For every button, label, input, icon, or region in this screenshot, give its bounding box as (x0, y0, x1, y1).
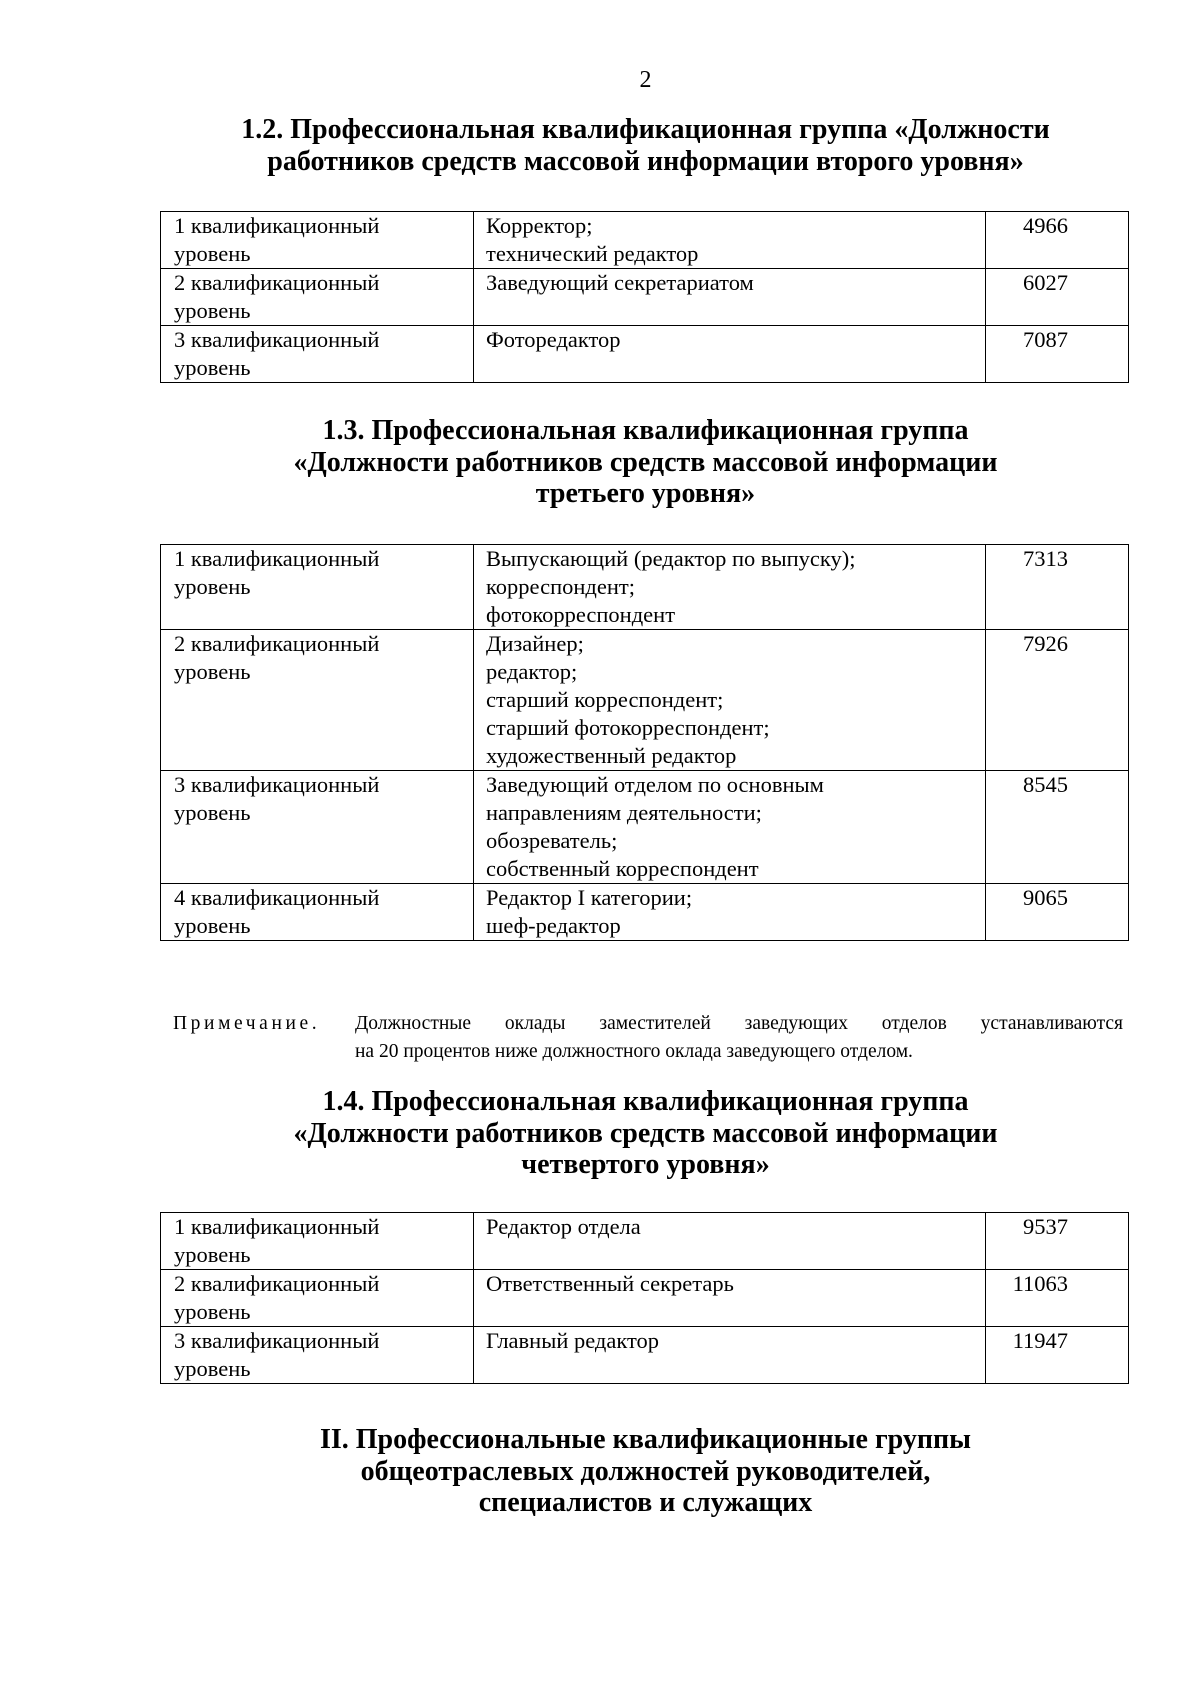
position-line: Редактор I категории; (486, 885, 693, 910)
table-section-1-2 (160, 211, 1129, 383)
level-line: уровень (174, 355, 251, 380)
position-line: Заведующий отделом по основным (486, 772, 824, 797)
salary-cell (986, 1270, 1129, 1327)
positions-cell (474, 1213, 986, 1270)
table-row (161, 1270, 1129, 1327)
table-row (161, 1213, 1129, 1270)
level-line: 3 квалификационный (174, 327, 380, 352)
positions-cell (474, 1327, 986, 1384)
salary-cell (986, 884, 1129, 941)
salary-value: 7313 (1023, 546, 1068, 571)
position-line: Редактор отдела (486, 1214, 641, 1239)
note-label: Примечание. (173, 1013, 321, 1034)
position-line: направлениям деятельности; (486, 800, 762, 825)
table-row (161, 1327, 1129, 1384)
salary-cell (986, 630, 1129, 771)
position-line: технический редактор (486, 241, 699, 266)
positions-cell (474, 212, 986, 269)
salary-cell (986, 771, 1129, 884)
table-section-1-4 (160, 1212, 1129, 1384)
table-row (161, 630, 1129, 771)
position-line: фотокорреспондент (486, 602, 676, 627)
table-row (161, 269, 1129, 326)
section-heading-1-2 (0, 114, 1200, 177)
salary-cell (986, 545, 1129, 630)
table-section-1-3 (160, 544, 1129, 941)
level-line: 4 квалификационный (174, 885, 380, 910)
level-cell (161, 1213, 474, 1270)
positions-cell (474, 884, 986, 941)
position-line: Корректор; (486, 213, 593, 238)
level-line: уровень (174, 1356, 251, 1381)
level-line: 1 квалификационный (174, 213, 380, 238)
table-row (161, 326, 1129, 383)
section-heading-1-4 (0, 1086, 1200, 1181)
level-cell (161, 545, 474, 630)
position-line: корреспондент; (486, 574, 635, 599)
position-line: собственный корреспондент (486, 856, 759, 881)
position-line: Заведующий секретариатом (486, 270, 754, 295)
level-line: уровень (174, 913, 251, 938)
level-line: уровень (174, 1299, 251, 1324)
level-cell (161, 212, 474, 269)
salary-value: 4966 (1023, 213, 1068, 238)
salary-value: 6027 (1023, 270, 1068, 295)
level-line: 1 квалификационный (174, 1214, 380, 1239)
level-line: уровень (174, 298, 251, 323)
table-row (161, 771, 1129, 884)
heading-line: «Должности работников средств массовой информации (293, 1117, 998, 1149)
level-line: 2 квалификационный (174, 631, 380, 656)
salary-cell (986, 326, 1129, 383)
section-heading-1-3 (0, 415, 1200, 510)
heading-line: II. Профессиональные квалификационные группы (319, 1424, 971, 1455)
salary-value: 7926 (1023, 631, 1068, 656)
position-line: редактор; (486, 659, 578, 684)
salary-value: 11063 (1012, 1271, 1068, 1296)
heading-line: 1.3. Профессиональная квалификационная группа (322, 415, 969, 446)
positions-cell (474, 1270, 986, 1327)
page-number: 2 (639, 67, 652, 93)
level-line: 3 квалификационный (174, 772, 380, 797)
level-cell (161, 771, 474, 884)
level-line: уровень (174, 1242, 251, 1267)
level-cell (161, 630, 474, 771)
level-line: уровень (174, 800, 251, 825)
table-row (161, 884, 1129, 941)
heading-line: 1.4. Профессиональная квалификационная группа (322, 1086, 969, 1117)
level-line: 2 квалификационный (174, 270, 380, 295)
level-cell (161, 269, 474, 326)
salary-cell (986, 1213, 1129, 1270)
table-row (161, 212, 1129, 269)
salary-value: 11947 (1012, 1328, 1068, 1353)
positions-cell (474, 269, 986, 326)
salary-cell (986, 1327, 1129, 1384)
level-cell (161, 326, 474, 383)
position-line: обозреватель; (486, 828, 618, 853)
position-line: Главный редактор (486, 1328, 660, 1353)
level-cell (161, 1270, 474, 1327)
heading-line: работников средств массовой информации второго уровня» (267, 145, 1024, 177)
positions-cell (474, 630, 986, 771)
salary-value: 9065 (1023, 885, 1068, 910)
positions-cell (474, 771, 986, 884)
salary-value: 8545 (1023, 772, 1068, 797)
position-line: Выпускающий (редактор по выпуску); (486, 546, 856, 571)
heading-line: специалистов и служащих (478, 1487, 813, 1518)
heading-line: «Должности работников средств массовой информации (293, 446, 998, 478)
note-line: Должностные оклады заместителей заведующих отделов устанавливаются (355, 1013, 1123, 1034)
heading-line: четвертого уровня» (521, 1149, 770, 1180)
heading-line: общеотраслевых должностей руководителей, (360, 1455, 931, 1487)
salary-value: 7087 (1023, 327, 1068, 352)
level-line: 3 квалификационный (174, 1328, 380, 1353)
salary-cell (986, 212, 1129, 269)
heading-line: 1.2. Профессиональная квалификационная группа «Должности (241, 114, 1050, 145)
note-text (355, 1010, 1123, 1066)
position-line: художественный редактор (486, 743, 737, 768)
level-line: уровень (174, 241, 251, 266)
salary-value: 9537 (1023, 1214, 1068, 1239)
level-line: уровень (174, 574, 251, 599)
note-line: на 20 процентов ниже должностного оклада заведующего отделом. (355, 1041, 913, 1062)
level-cell (161, 884, 474, 941)
position-line: старший корреспондент; (486, 687, 724, 712)
level-line: 2 квалификационный (174, 1271, 380, 1296)
level-line: 1 квалификационный (174, 546, 380, 571)
salary-cell (986, 269, 1129, 326)
level-cell (161, 1327, 474, 1384)
position-line: Фоторедактор (486, 327, 621, 352)
positions-cell (474, 326, 986, 383)
heading-line: третьего уровня» (535, 478, 756, 509)
chapter-heading-2 (0, 1424, 1200, 1519)
position-line: Ответственный секретарь (486, 1271, 734, 1296)
level-line: уровень (174, 659, 251, 684)
table-row (161, 545, 1129, 630)
position-line: Дизайнер; (486, 631, 584, 656)
position-line: старший фотокорреспондент; (486, 715, 770, 740)
position-line: шеф-редактор (486, 913, 621, 938)
positions-cell (474, 545, 986, 630)
